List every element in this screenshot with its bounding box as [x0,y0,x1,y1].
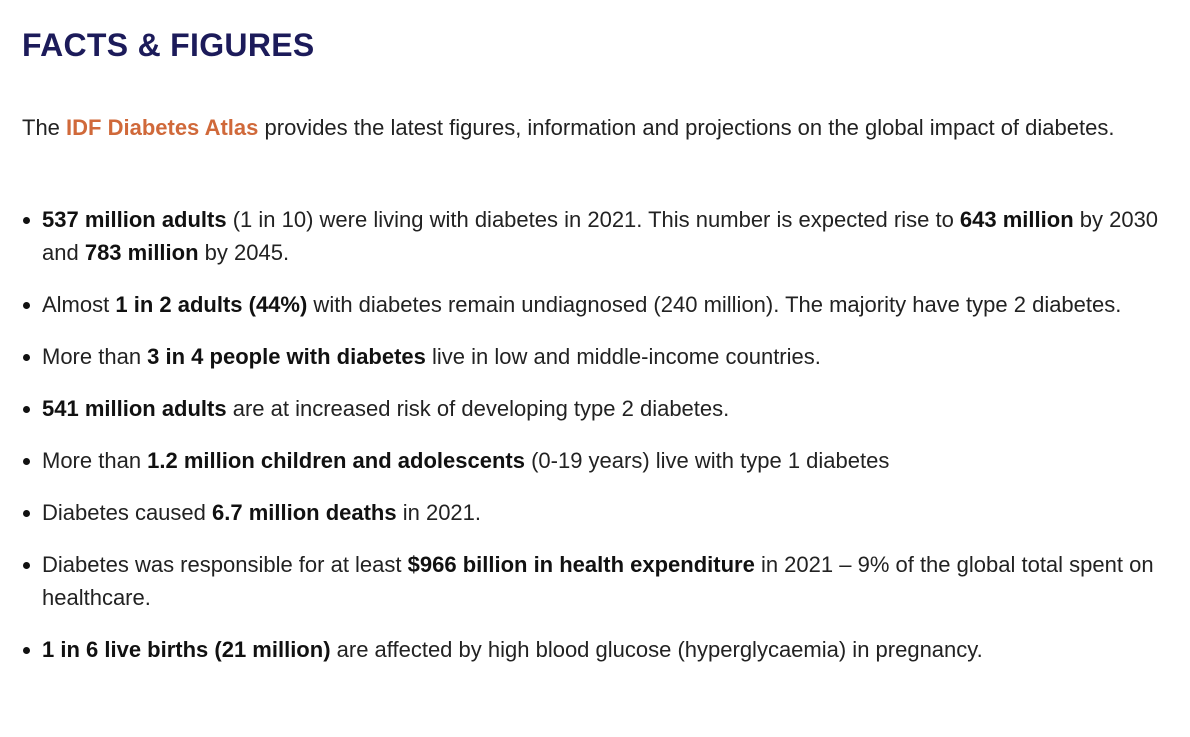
intro-suffix: provides the latest figures, information and projections on the global impact of diabetes. [258,115,1115,140]
fact-text: (1 in 10) were living with diabetes in 2021. This number is expected rise to [226,207,960,232]
fact-highlight: 3 in 4 people with diabetes [147,344,426,369]
fact-text: in 2021 – 9% of the global total spent on healthcare. [42,552,1154,610]
page-title: FACTS & FIGURES [22,27,315,63]
fact-item-income-countries [42,340,1172,373]
fact-highlight: 783 million [84,240,199,265]
facts-list [22,203,1172,685]
fact-text: are affected by high blood glucose (hyperglycaemia) in pregnancy. [330,637,983,662]
fact-text: (0-19 years) live with type 1 diabetes [524,448,890,473]
fact-highlight: $966 billion in health expenditure [407,552,755,577]
fact-highlight: 1 in 2 adults (44%) [115,292,308,317]
fact-highlight: 537 million adults [42,207,227,232]
idf-diabetes-atlas-link[interactable]: IDF Diabetes Atlas [66,115,259,140]
fact-highlight: 541 million adults [42,396,227,421]
fact-text: More than [42,344,148,369]
fact-item-deaths [42,496,1172,529]
fact-item-adults-living [42,203,1172,269]
fact-text: Diabetes caused [42,500,212,525]
fact-text: Diabetes was responsible for at least [42,552,408,577]
fact-item-children [42,444,1172,477]
fact-text: are at increased risk of developing type 2 diabetes. [226,396,730,421]
fact-text: Almost [42,292,116,317]
fact-highlight: 643 million [959,207,1074,232]
fact-text: More than [42,448,148,473]
fact-text: live in low and middle-income countries. [425,344,821,369]
intro-prefix: The [22,115,67,140]
fact-highlight: 6.7 million deaths [212,500,397,525]
intro-paragraph [22,111,1132,144]
fact-item-expenditure [42,548,1172,614]
fact-item-live-births [42,633,1172,666]
fact-text: with diabetes remain undiagnosed (240 million). The majority have type 2 diabetes. [307,292,1122,317]
fact-text: in 2021. [396,500,482,525]
fact-highlight: 1.2 million children and adolescents [147,448,525,473]
fact-text: by 2045. [198,240,290,265]
fact-item-undiagnosed [42,288,1172,321]
fact-item-increased-risk [42,392,1172,425]
fact-highlight: 1 in 6 live births (21 million) [42,637,331,662]
fact-text: by 2030 and [42,207,1159,265]
